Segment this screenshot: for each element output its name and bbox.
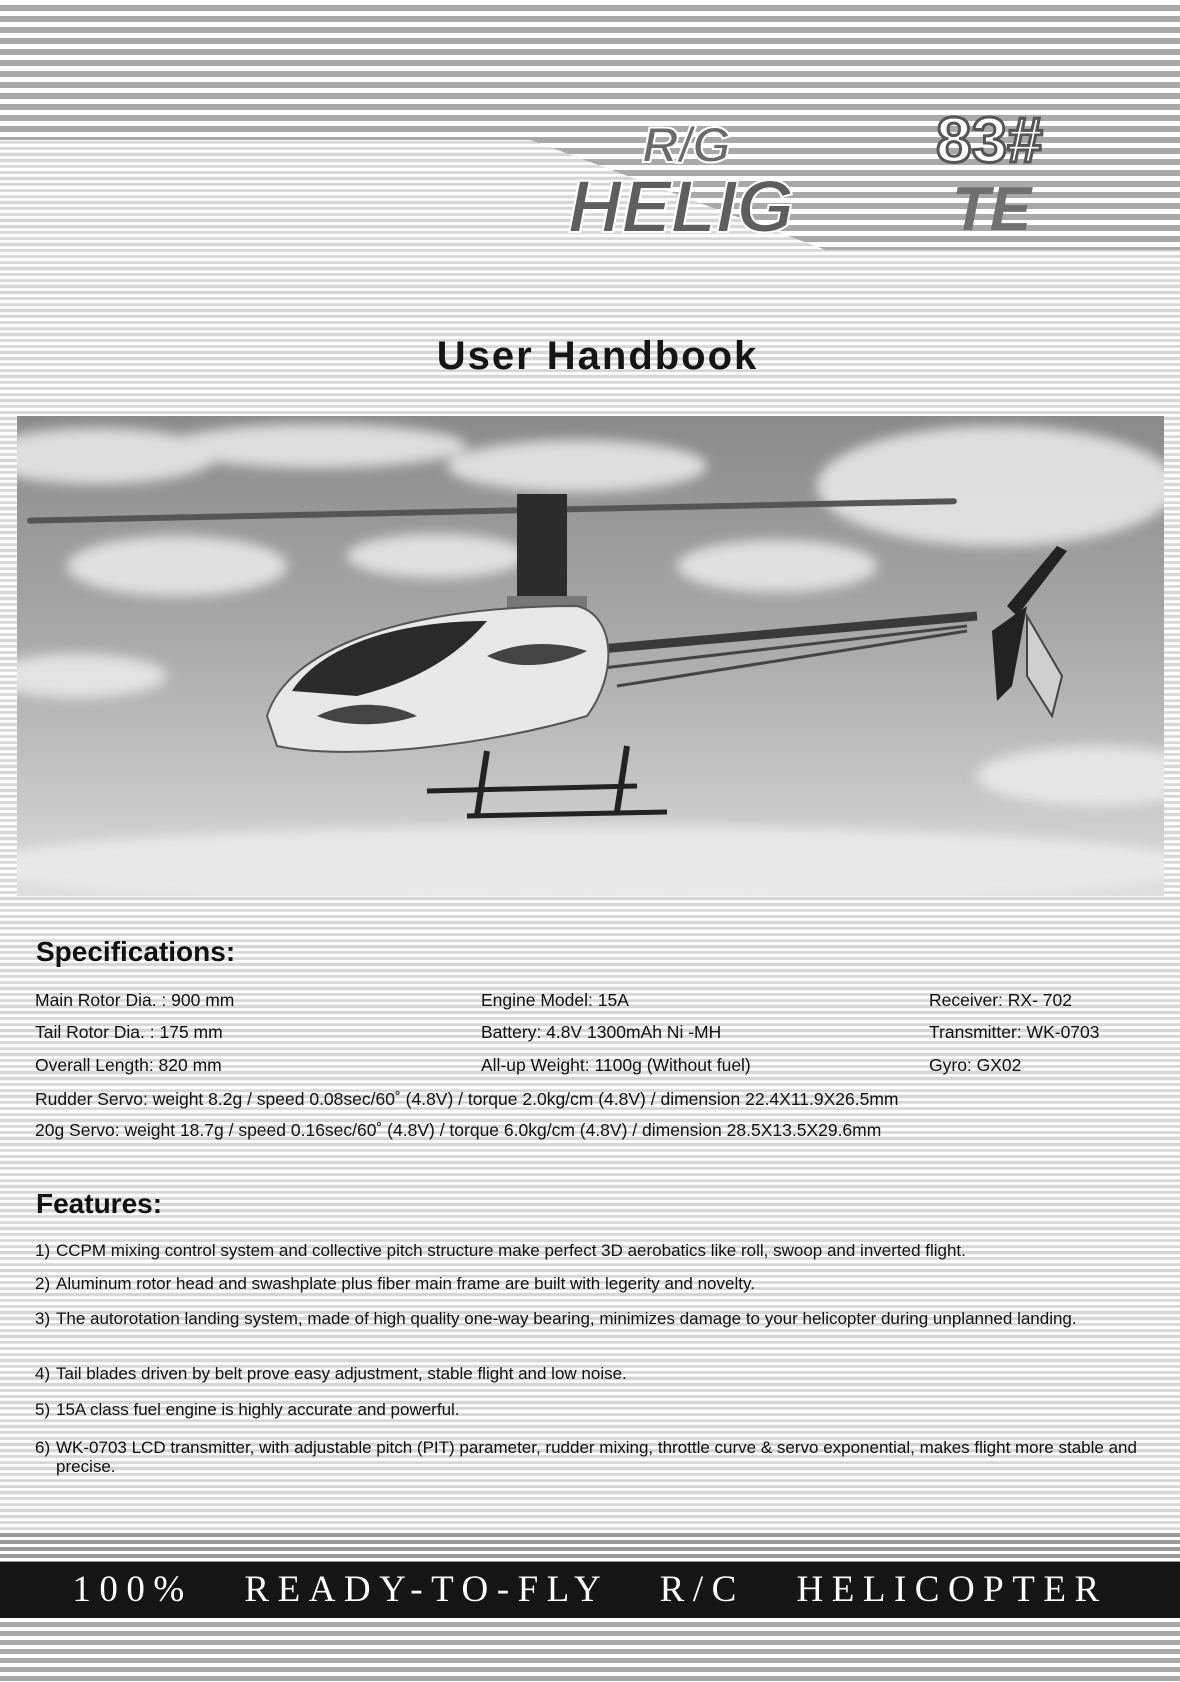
cloud (67, 536, 287, 596)
cloud (167, 424, 467, 468)
page-title: User Handbook (436, 334, 759, 378)
feature-item (35, 1309, 1150, 1328)
spec-all-up-weight: All-up Weight: 1100g (Without fuel) (481, 1055, 751, 1075)
model-suffix: TE (952, 175, 1032, 242)
spec-overall-length: Overall Length: 820 mm (35, 1055, 222, 1075)
feature-text: Aluminum rotor head and swashplate plus fiber main frame are built with legerity and novelty. (56, 1274, 755, 1293)
feature-item (35, 1400, 1150, 1419)
cloud (447, 440, 707, 492)
spec-receiver: Receiver: RX- 702 (929, 990, 1072, 1010)
spec-rudder-servo: Rudder Servo: weight 8.2g / speed 0.08sec/60˚ (4.8V) / torque 2.0kg/cm (4.8V) / dimension 22.4X11.9X26.5mm (35, 1089, 899, 1109)
feature-number: 2) (35, 1274, 51, 1293)
feature-number: 1) (35, 1241, 51, 1260)
footer-stripes (0, 1530, 1180, 1562)
feature-item (35, 1364, 1150, 1383)
feature-number: 6) (35, 1438, 51, 1457)
spec-20g-servo: 20g Servo: weight 18.7g / speed 0.16sec/60˚ (4.8V) / torque 6.0kg/cm (4.8V) / dimension 28.5X13.5X29.6mm (35, 1120, 882, 1140)
feature-number: 3) (35, 1309, 51, 1328)
logo-text-rg: R/G (642, 117, 731, 173)
feature-item (35, 1438, 1150, 1476)
cloud (817, 426, 1164, 546)
feature-text: Tail blades driven by belt prove easy adjustment, stable flight and low noise. (56, 1364, 627, 1383)
spec-tail-rotor: Tail Rotor Dia. : 175 mm (35, 1022, 223, 1042)
feature-text: The autorotation landing system, made of high quality one-way bearing, minimizes damage to your helicopter during unplanned landing. (56, 1309, 1077, 1328)
feature-item (35, 1274, 1150, 1293)
spec-gyro: Gyro: GX02 (929, 1055, 1022, 1075)
spec-battery: Battery: 4.8V 1300mAh Ni -MH (481, 1022, 722, 1042)
feature-item (35, 1241, 1150, 1260)
feature-number: 5) (35, 1400, 51, 1419)
brand-logo (560, 92, 1120, 242)
footer-slogan: 100% READY-TO-FLY R/C HELICOPTER (72, 1569, 1108, 1610)
specifications-heading: Specifications: (36, 936, 236, 967)
feature-text: CCPM mixing control system and collective pitch structure make perfect 3D aerobatics like roll, swoop and inverted flight. (56, 1241, 966, 1260)
spec-main-rotor: Main Rotor Dia. : 900 mm (35, 990, 235, 1010)
features-heading: Features: (36, 1188, 163, 1219)
logo-text-helig: HELIG (568, 165, 795, 242)
footer-stripes-lower (0, 1618, 1180, 1682)
feature-text: WK-0703 LCD transmitter, with adjustable pitch (PIT) parameter, rudder mixing, throttle curve & servo exponential, makes flight more stable and precise. (56, 1438, 1137, 1476)
spec-engine-model: Engine Model: 15A (481, 990, 629, 1010)
cloud (347, 534, 527, 578)
helicopter-photo (17, 416, 1164, 896)
feature-text: 15A class fuel engine is highly accurate and powerful. (56, 1400, 460, 1419)
feature-number: 4) (35, 1364, 51, 1383)
model-number: 83# (936, 104, 1043, 176)
cloud (17, 826, 1164, 896)
spec-transmitter: Transmitter: WK-0703 (929, 1022, 1100, 1042)
cloud (677, 540, 877, 592)
